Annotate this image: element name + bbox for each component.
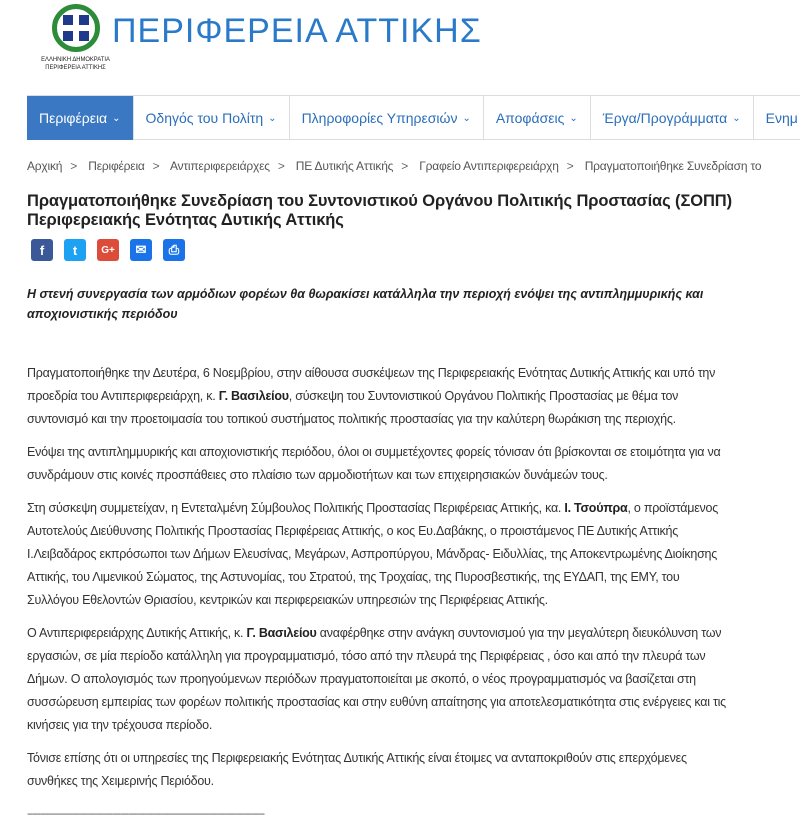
paragraph-line bbox=[27, 520, 726, 543]
breadcrumb-home[interactable]: Αρχική bbox=[27, 159, 63, 173]
breadcrumb-west-attica[interactable]: ΠΕ Δυτικής Αττικής bbox=[295, 159, 394, 173]
facebook-icon[interactable]: f bbox=[31, 239, 53, 261]
share-buttons bbox=[31, 239, 185, 261]
text-segment: κινήσεις για την τρέχουσα περίοδο. bbox=[27, 718, 213, 732]
breadcrumb-office[interactable]: Γραφείο Αντιπεριφερειάρχη bbox=[419, 159, 559, 173]
greek-emblem-icon bbox=[52, 4, 100, 52]
nav-label: Πληροφορίες Υπηρεσιών bbox=[301, 110, 458, 126]
breadcrumb-periferia[interactable]: Περιφέρεια bbox=[88, 159, 145, 173]
text-segment: προεδρία του Αντιπεριφερειάρχη, κ. bbox=[27, 389, 219, 403]
print-icon[interactable]: ⎙ bbox=[163, 239, 185, 261]
text-segment: Αττικής, του Λιμενικού Σώματος, της Αστυνομίας, του Στρατού, της Τροχαίας, της Πυροσβεστικής, της ΕΥΔΑΠ, της ΕΜΥ, του bbox=[27, 570, 680, 584]
paragraph-line bbox=[27, 385, 726, 408]
article-paragraph bbox=[27, 747, 726, 793]
chevron-down-icon: ⌄ bbox=[569, 112, 578, 124]
text-segment: Συλλόγου Εθελοντών Θριασίου, κεντρικών και περιφερειακών υπηρεσιών της Περιφέρειας Αττικής. bbox=[27, 593, 548, 607]
article-body bbox=[27, 362, 726, 826]
text-segment: , ο προϊστάμενος bbox=[627, 501, 718, 515]
google-plus-icon[interactable]: G+ bbox=[97, 239, 119, 261]
chevron-down-icon: ⌄ bbox=[732, 112, 741, 124]
bold-name: Ι. Τσούπρα bbox=[564, 501, 628, 515]
region-logo[interactable] bbox=[28, 4, 123, 72]
text-segment: Ι.Λειβαδάρος εκπρόσωποι των Δήμων Ελευσίνας, Μεγάρων, Ασπροπύργου, Μάνδρας- Ειδυλλίας, της Αποκεντρωμένης Διοίκησης bbox=[27, 547, 718, 561]
nav-item-periferia[interactable] bbox=[27, 96, 134, 140]
paragraph-line bbox=[27, 747, 726, 770]
paragraph-line bbox=[27, 622, 726, 645]
chevron-down-icon: ⌄ bbox=[462, 112, 471, 124]
text-segment: συνθήκες της Χειμερινής Περιόδου. bbox=[27, 774, 214, 788]
article-lead bbox=[27, 284, 703, 324]
chevron-right-icon: > bbox=[566, 159, 574, 173]
text-segment: εργασιών, σε μία περίοδο κατάλληλη για προγραμματισμό, τόσο από την πλευρά της Περιφέρειας , όσο και από την πλευρά των bbox=[27, 649, 706, 663]
paragraph-line bbox=[27, 714, 726, 737]
text-segment: αναφέρθηκε στην ανάγκη συντονισμού για την μεγαλύτερη διευκόλυνση των bbox=[316, 626, 722, 640]
paragraph-line bbox=[27, 645, 726, 668]
chevron-right-icon: > bbox=[152, 159, 160, 173]
chevron-right-icon: > bbox=[277, 159, 285, 173]
text-segment: συντονισμό και την προετοιμασία του τοπικού συστήματος πολιτικής προστασίας για την καλύτερη θωράκιση της περιοχής. bbox=[27, 412, 676, 426]
text-segment: συσσώρευση εμπειρίας των φορέων πολιτικής προστασίας και στην ευθύνη απαίτησης για αποτελεσματικότητα στις ενέργειες και τις bbox=[27, 695, 726, 709]
chevron-right-icon: > bbox=[70, 159, 78, 173]
text-segment: Αυτοτελούς Διεύθυνσης Πολιτικής Προστασίας Περιφέρειας Αττικής, ο κος Ευ.Δαβάκης, ο προιστάμενος ΠΕ Δυτικής Αττικής bbox=[27, 524, 678, 538]
nav-item-projects[interactable] bbox=[591, 96, 754, 140]
paragraph-line bbox=[27, 497, 726, 520]
nav-item-decisions[interactable] bbox=[484, 96, 591, 140]
chevron-down-icon: ⌄ bbox=[112, 112, 121, 124]
article-paragraph bbox=[27, 497, 726, 612]
nav-label: Έργα/Προγράμματα bbox=[602, 110, 728, 126]
nav-item-citizen-guide[interactable] bbox=[134, 96, 290, 140]
text-segment: Τόνισε επίσης ότι οι υπηρεσίες της Περιφερειακής Ενότητας Δυτικής Αττικής είναι έτοιμες να ανταποκριθούν στις επερχόμενες bbox=[27, 751, 687, 765]
text-segment: Στη σύσκεψη συμμετείχαν, η Εντεταλμένη Σύμβουλος Πολιτικής Προστασίας Περιφέρειας Αττικής, κα. bbox=[27, 501, 565, 515]
paragraph-line bbox=[27, 691, 726, 714]
paragraph-line bbox=[27, 408, 726, 431]
bold-name: Γ. Βασιλείου bbox=[218, 389, 289, 403]
logo-line1: ΕΛΛΗΝΙΚΗ ΔΗΜΟΚΡΑΤΙΑ bbox=[41, 56, 110, 63]
email-icon[interactable]: ✉ bbox=[130, 239, 152, 261]
breadcrumb bbox=[27, 159, 761, 173]
separator-line: ----------------------------------------------------------------------------------------- bbox=[27, 808, 265, 820]
text-segment: Ο Αντιπεριφερειάρχης Δυτικής Αττικής, κ. bbox=[27, 626, 247, 640]
text-segment: συνδράμουν στις κοινές προσπάθειες στο πλαίσιο των αρμοδιοτήτων και των επιχειρησιακών δυνάμεών τους. bbox=[27, 468, 608, 482]
main-nav bbox=[27, 95, 800, 140]
paragraph-line bbox=[27, 441, 726, 464]
twitter-icon[interactable]: t bbox=[64, 239, 86, 261]
paragraph-line bbox=[27, 566, 726, 589]
paragraph-line bbox=[27, 770, 726, 793]
site-title[interactable]: ΠΕΡΙΦΕΡΕΙΑ ΑΤΤΙΚΗΣ bbox=[112, 12, 482, 50]
paragraph-line bbox=[27, 362, 726, 385]
text-segment: Δήμων. Ο απολογισμός των προηγούμενων περιόδων πραγματοποιείται με σκοπό, ο νέος προγραμματισμός να βασίζεται στη bbox=[27, 672, 696, 686]
breadcrumb-current: Πραγματοποιήθηκε Συνεδρίαση το bbox=[584, 159, 762, 173]
breadcrumb-vice-governors[interactable]: Αντιπεριφερειάρχες bbox=[169, 159, 270, 173]
article-title: Πραγματοποιήθηκε Συνεδρίαση του Συντονιστικού Οργάνου Πολιτικής Προστασίας (ΣΟΠΠ) Περιφερειακής Ενότητας Δυτικής Αττικής bbox=[27, 192, 733, 229]
bold-name: Γ. Βασιλείου bbox=[246, 626, 317, 640]
logo-line2: ΠΕΡΙΦΕΡΕΙΑ ΑΤΤΙΚΗΣ bbox=[45, 64, 106, 71]
nav-label: Περιφέρεια bbox=[39, 110, 108, 126]
chevron-down-icon: ⌄ bbox=[268, 112, 277, 124]
article-paragraph bbox=[27, 441, 726, 487]
chevron-right-icon: > bbox=[401, 159, 409, 173]
paragraph-line bbox=[27, 464, 726, 487]
nav-item-service-info[interactable] bbox=[290, 96, 484, 140]
nav-label: Ενημ bbox=[765, 110, 798, 126]
nav-label: Αποφάσεις bbox=[495, 110, 565, 126]
text-segment: Ενόψει της αντιπλημμυρικής και αποχιονιστικής περιόδου, όλοι οι συμμετέχοντες φορείς τόνισαν ότι βρίσκονται σε ετοιμότητα για να bbox=[27, 445, 721, 459]
paragraph-line bbox=[27, 543, 726, 566]
article-paragraph bbox=[27, 622, 726, 737]
text-segment: Πραγματοποιήθηκε την Δευτέρα, 6 Νοεμβρίου, στην αίθουσα συσκέψεων της Περιφερειακής Ενότητας Δυτικής Αττικής και υπό την bbox=[27, 366, 716, 380]
nav-item-news[interactable] bbox=[754, 96, 800, 140]
lead-line: Η στενή συνεργασία των αρμόδιων φορέων θα θωρακίσει κατάλληλα την περιοχή ενόψει της αντιπλημμυρικής και bbox=[27, 287, 704, 301]
paragraph-line bbox=[27, 668, 726, 691]
paragraph-line bbox=[27, 589, 726, 612]
text-segment: , σύσκεψη του Συντονιστικού Οργάνου Πολιτικής Προστασίας με θέμα τον bbox=[288, 389, 679, 403]
article-paragraph bbox=[27, 362, 726, 431]
nav-label: Οδηγός του Πολίτη bbox=[145, 110, 264, 126]
lead-line: αποχιονιστικής περιόδου bbox=[27, 307, 178, 321]
